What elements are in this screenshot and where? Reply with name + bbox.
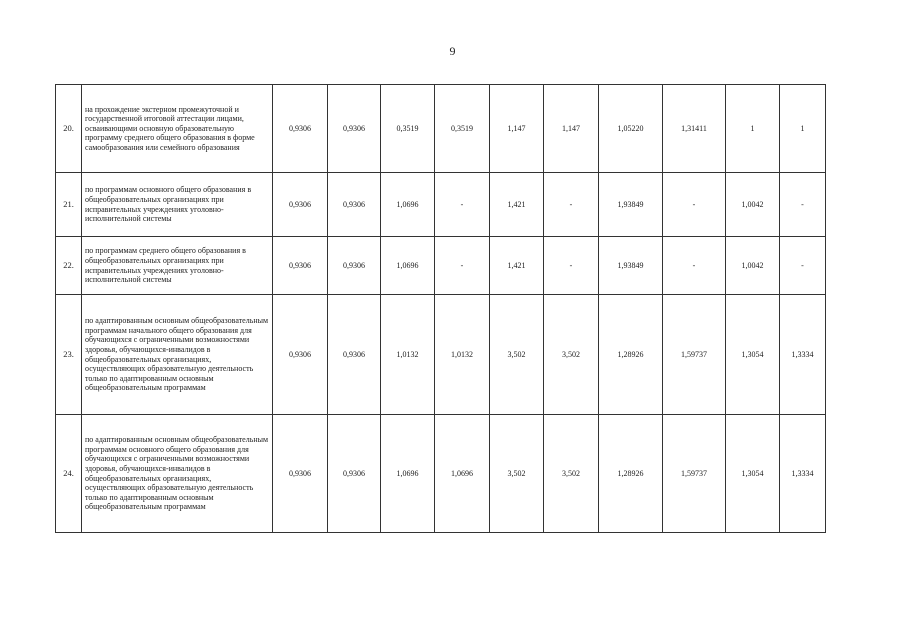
coefficients-table <box>55 84 826 533</box>
value-cell: 1,28926 <box>599 295 663 415</box>
value-cell: 1,147 <box>544 85 599 173</box>
value-cell: 0,9306 <box>273 415 328 533</box>
row-number: 21. <box>56 173 82 237</box>
value-cell: 1,3054 <box>726 415 780 533</box>
value-cell: 1,0042 <box>726 173 780 237</box>
row-description: по программам среднего общего образования в общеобразовательных организациях при исправительных учреждениях уголовно-исполнительной системы <box>82 237 273 295</box>
value-cell: 1,0132 <box>381 295 435 415</box>
value-cell: - <box>544 173 599 237</box>
value-cell: 3,502 <box>490 295 544 415</box>
value-cell: 0,9306 <box>328 173 381 237</box>
row-description: по адаптированным основным общеобразовательным программам начального общего образования для обучающихся с ограниченными возможностями здоровья, обучающихся-инвалидов в общеобразовательных организациях, осуществляющих образовательную деятельность только по адаптированным основным общеобразовательным программам <box>82 295 273 415</box>
value-cell: 0,9306 <box>328 85 381 173</box>
table-row <box>56 415 826 533</box>
row-description: по адаптированным основным общеобразовательным программам основного общего образования для обучающихся с ограниченными возможностями здоровья, обучающихся-инвалидов в общеобразовательных организациях, осуществляющих образовательную деятельность только по адаптированным основным общеобразовательным программам <box>82 415 273 533</box>
value-cell: 1,59737 <box>663 415 726 533</box>
value-cell: - <box>544 237 599 295</box>
value-cell: - <box>780 237 826 295</box>
value-cell: 0,3519 <box>381 85 435 173</box>
page-number: 9 <box>449 44 456 58</box>
value-cell: 1,28926 <box>599 415 663 533</box>
value-cell: 0,9306 <box>273 85 328 173</box>
value-cell: 1,0696 <box>381 237 435 295</box>
value-cell: 1 <box>780 85 826 173</box>
row-number: 23. <box>56 295 82 415</box>
value-cell: 0,9306 <box>328 295 381 415</box>
row-number: 22. <box>56 237 82 295</box>
value-cell: 1,93849 <box>599 173 663 237</box>
value-cell: 0,9306 <box>273 295 328 415</box>
value-cell: 0,9306 <box>273 237 328 295</box>
table-row <box>56 237 826 295</box>
value-cell: 0,9306 <box>328 415 381 533</box>
value-cell: 1,3054 <box>726 295 780 415</box>
value-cell: - <box>435 237 490 295</box>
row-number: 24. <box>56 415 82 533</box>
value-cell: - <box>780 173 826 237</box>
row-description: на прохождение экстерном промежуточной и государственной итоговой аттестации лицами, осваивающими основную образовательную программу среднего общего образования в форме самообразования или семейного образования <box>82 85 273 173</box>
value-cell: 3,502 <box>544 295 599 415</box>
row-number: 20. <box>56 85 82 173</box>
value-cell: 1,421 <box>490 173 544 237</box>
value-cell: - <box>663 173 726 237</box>
value-cell: 1,0132 <box>435 295 490 415</box>
value-cell: 1,147 <box>490 85 544 173</box>
value-cell: - <box>435 173 490 237</box>
table-row <box>56 295 826 415</box>
value-cell: 0,9306 <box>328 237 381 295</box>
value-cell: 1,05220 <box>599 85 663 173</box>
value-cell: 1,421 <box>490 237 544 295</box>
value-cell: 1,59737 <box>663 295 726 415</box>
value-cell: 1,93849 <box>599 237 663 295</box>
value-cell: 3,502 <box>490 415 544 533</box>
value-cell: 3,502 <box>544 415 599 533</box>
value-cell: 1,31411 <box>663 85 726 173</box>
value-cell: 1 <box>726 85 780 173</box>
value-cell: 1,3334 <box>780 415 826 533</box>
value-cell: 1,3334 <box>780 295 826 415</box>
value-cell: 0,9306 <box>273 173 328 237</box>
table-row <box>56 85 826 173</box>
value-cell: 0,3519 <box>435 85 490 173</box>
row-description: по программам основного общего образования в общеобразовательных организациях при исправительных учреждениях уголовно-исполнительной системы <box>82 173 273 237</box>
value-cell: - <box>663 237 726 295</box>
value-cell: 1,0696 <box>435 415 490 533</box>
value-cell: 1,0042 <box>726 237 780 295</box>
table-row <box>56 173 826 237</box>
value-cell: 1,0696 <box>381 415 435 533</box>
value-cell: 1,0696 <box>381 173 435 237</box>
